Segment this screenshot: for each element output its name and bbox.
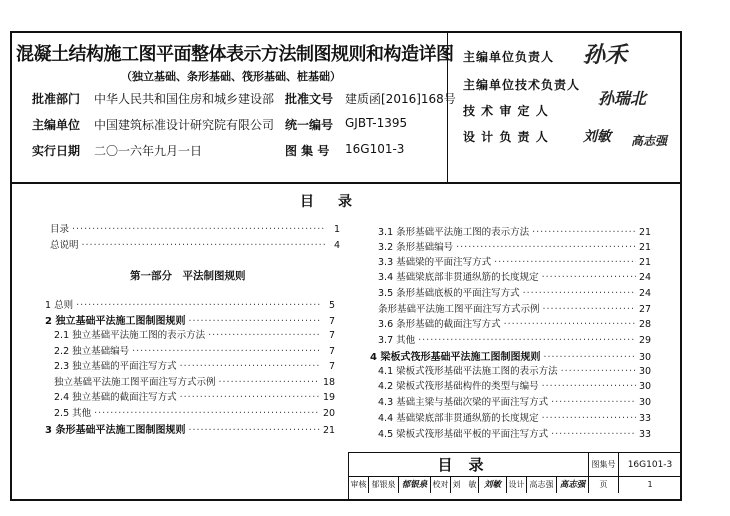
signature-4b: 高志强	[631, 134, 668, 148]
toc-entry[interactable]: 3.7 其他 ····· 29	[378, 332, 651, 347]
toc-entry[interactable]: 2.5 其他 ····· 20	[54, 405, 335, 420]
title-block-sheet-title: 目录	[349, 453, 589, 477]
toc-entry[interactable]: 2.2 独立基础编号 ····· 7	[54, 343, 335, 358]
title-block-atlas-label: 图集号	[589, 453, 619, 477]
toc-entry[interactable]: 3.6 条形基础的截面注写方式 ····· 28	[378, 316, 651, 331]
effective-date-label: 实行日期	[32, 144, 81, 158]
check-label: 校对	[431, 477, 451, 493]
toc-entry[interactable]: 3 条形基础平法施工图制图规则 ····· 21	[45, 421, 335, 436]
toc-entry[interactable]: 1 总则 ····· 5	[45, 297, 335, 312]
approval-doc-label: 批准文号	[285, 92, 334, 106]
toc-entry[interactable]: 目录 ····· 1	[50, 221, 340, 236]
toc-entry[interactable]: 4.1 梁板式筏形基础平法施工图的表示方法 ····· 30	[378, 363, 651, 378]
title-block-signoff-row	[349, 477, 681, 493]
toc-title: 目录	[300, 194, 376, 210]
atlas-no-label: 图 集 号	[285, 144, 330, 158]
part-heading: 第一部分 平法制图规则	[130, 270, 246, 282]
toc-entry[interactable]: 条形基础平法施工图平面注写方式示例 ····· 27	[378, 301, 651, 316]
toc-entry[interactable]: 3.5 条形基础底板的平面注写方式 ····· 24	[378, 285, 651, 300]
signature-4a: 刘敏	[583, 129, 611, 145]
unified-no-value: GJBT-1395	[345, 116, 408, 130]
toc-entry[interactable]: 2.3 独立基础的平面注写方式 ····· 7	[54, 358, 335, 373]
designer-name: 高志强	[527, 477, 557, 493]
header-divider	[10, 182, 682, 184]
resp-label-4: 设 计 负 责 人	[463, 130, 549, 144]
approval-dept-value: 中华人民共和国住房和城乡建设部	[94, 92, 275, 106]
review-label: 审核	[349, 477, 369, 493]
checker-name: 刘 敏	[451, 477, 479, 493]
resp-label-3: 技 术 审 定 人	[463, 104, 549, 118]
editor-unit-value: 中国建筑标准设计研究院有限公司	[94, 118, 275, 132]
toc-entry[interactable]: 总说明 ····· 4	[50, 237, 340, 252]
toc-entry[interactable]: 3.1 条形基础平法施工图的表示方法 ····· 21	[378, 224, 651, 239]
header-left-block	[12, 32, 456, 182]
page-number: 1	[647, 480, 653, 489]
toc-entry[interactable]: 4.4 基础梁底部非贯通纵筋的长度规定 ····· 33	[378, 410, 651, 425]
page-title: 混凝土结构施工图平面整体表示方法制图规则和构造详图	[16, 44, 454, 65]
toc-entry[interactable]: 3.3 基础梁的平面注写方式 ····· 21	[378, 254, 651, 269]
toc-entry[interactable]: 2 独立基础平法施工图制图规则 ····· 7	[45, 312, 335, 327]
approval-doc-value: 建质函[2016]168号	[345, 92, 456, 106]
resp-label-1: 主编单位负责人	[463, 50, 555, 64]
checker-signature: 刘敏	[479, 477, 507, 493]
toc-entry[interactable]: 4.3 基础主梁与基础次梁的平面注写方式 ····· 30	[378, 394, 651, 409]
title-block	[348, 452, 680, 499]
page-subtitle: （独立基础、条形基础、筏形基础、桩基础）	[121, 70, 341, 83]
signature-2: 孙瑞北	[598, 89, 647, 108]
toc-entry[interactable]: 独立基础平法施工图平面注写方式示例 ····· 18	[54, 374, 335, 389]
signature-1: 孙禾	[583, 42, 628, 68]
toc-entry[interactable]: 2.1 独立基础平法施工图的表示方法 ····· 7	[54, 327, 335, 342]
toc-entry[interactable]: 4.5 梁板式筏形基础平板的平面注写方式 ····· 33	[378, 426, 651, 441]
toc-entry[interactable]: 3.2 条形基础编号 ····· 21	[378, 239, 651, 254]
unified-no-label: 统一编号	[285, 118, 334, 132]
atlas-no-value: 16G101-3	[345, 142, 405, 156]
designer-signature: 高志强	[557, 477, 589, 493]
reviewer-signature: 郁银泉	[399, 477, 431, 493]
approval-dept-label: 批准部门	[32, 92, 81, 106]
toc-entry[interactable]: 3.4 基础梁底部非贯通纵筋的长度规定 ····· 24	[378, 269, 651, 284]
reviewer-name: 郁银泉	[369, 477, 399, 493]
header-right-block	[447, 32, 680, 182]
page-label: 页	[589, 477, 619, 493]
title-block-atlas-no: 16G101-3	[619, 453, 681, 477]
design-label: 设计	[507, 477, 527, 493]
toc-entry[interactable]: 4 梁板式筏形基础平法施工图制图规则 ····· 30	[370, 348, 651, 363]
effective-date-value: 二〇一六年九月一日	[94, 144, 203, 158]
toc-entry[interactable]: 4.2 梁板式筏形基础构件的类型与编号 ····· 30	[378, 378, 651, 393]
resp-label-2: 主编单位技术负责人	[463, 78, 581, 92]
editor-unit-label: 主编单位	[32, 118, 81, 132]
toc-entry[interactable]: 2.4 独立基础的截面注写方式 ····· 19	[54, 389, 335, 404]
